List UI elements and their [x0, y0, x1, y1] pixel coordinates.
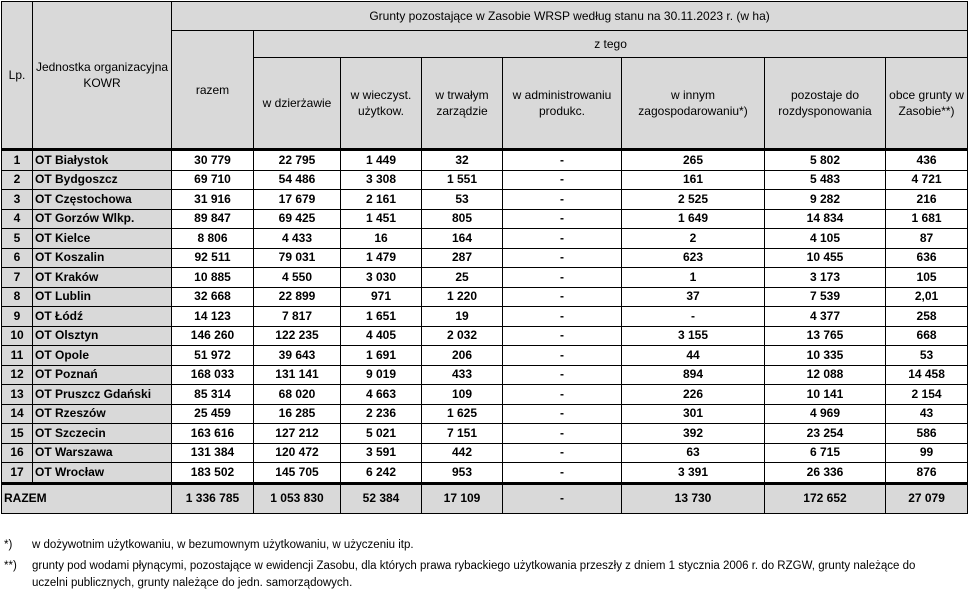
footnote — [4, 558, 952, 592]
table-body — [2, 150, 968, 514]
row-number: 14 — [2, 404, 33, 424]
header-col: obce grunty w Zasobie**) — [886, 58, 968, 150]
value-cell: 122 235 — [254, 326, 341, 346]
value-cell: 3 308 — [341, 170, 422, 190]
table-row — [2, 150, 968, 171]
value-cell: 44 — [622, 346, 765, 366]
value-cell: 3 591 — [341, 443, 422, 463]
value-cell: 17 679 — [254, 190, 341, 210]
value-cell: 14 834 — [765, 209, 886, 229]
value-cell: 2 236 — [341, 404, 422, 424]
unit-name: OT Kielce — [33, 229, 172, 249]
unit-name: OT Olsztyn — [33, 326, 172, 346]
value-cell: 131 141 — [254, 365, 341, 385]
value-cell: 183 502 — [172, 463, 254, 484]
value-cell: 2 032 — [422, 326, 503, 346]
value-cell: 1 220 — [422, 287, 503, 307]
table-row — [2, 385, 968, 405]
value-cell: 10 335 — [765, 346, 886, 366]
value-cell: - — [503, 209, 622, 229]
value-cell: - — [503, 268, 622, 288]
value-cell: - — [503, 170, 622, 190]
table-row — [2, 463, 968, 484]
unit-name: OT Pruszcz Gdański — [33, 385, 172, 405]
value-cell: 69 710 — [172, 170, 254, 190]
value-cell: 23 254 — [765, 424, 886, 444]
value-cell: 14 458 — [886, 365, 968, 385]
value-cell: 5 802 — [765, 150, 886, 171]
value-cell: - — [503, 326, 622, 346]
value-cell: 392 — [622, 424, 765, 444]
value-cell: 92 511 — [172, 248, 254, 268]
value-cell: 43 — [886, 404, 968, 424]
value-cell: 9 282 — [765, 190, 886, 210]
table-row — [2, 346, 968, 366]
value-cell: 1 479 — [341, 248, 422, 268]
row-number: 13 — [2, 385, 33, 405]
value-cell: 31 916 — [172, 190, 254, 210]
table-row — [2, 268, 968, 288]
value-cell: 53 — [422, 190, 503, 210]
footnote — [4, 537, 952, 554]
value-cell: 22 795 — [254, 150, 341, 171]
table-row — [2, 307, 968, 327]
unit-name: OT Łódź — [33, 307, 172, 327]
header-unit: Jednostka organizacyjna KOWR — [33, 2, 172, 150]
value-cell: 668 — [886, 326, 968, 346]
value-cell: 26 336 — [765, 463, 886, 484]
footnote-text: grunty pod wodami płynącymi, pozostające w ewidencji Zasobu, dla których prawa rybackiego użytkowania przeszły z dniem 1 stycznia 2006 r. do RZGW, grunty należące do uczelni publicznych, grunty należące do jedn. samorządowych. — [32, 560, 916, 589]
value-cell: 16 285 — [254, 404, 341, 424]
total-label: RAZEM — [2, 483, 172, 513]
footnote-text: w dożywotnim użytkowaniu, w bezumownym użytkowaniu, w użyczeniu itp. — [32, 539, 414, 551]
value-cell: 1 551 — [422, 170, 503, 190]
value-cell: 7 151 — [422, 424, 503, 444]
value-cell: 4 663 — [341, 385, 422, 405]
value-cell: 19 — [422, 307, 503, 327]
value-cell: 109 — [422, 385, 503, 405]
value-cell: 586 — [886, 424, 968, 444]
value-cell: 79 031 — [254, 248, 341, 268]
value-cell: 3 155 — [622, 326, 765, 346]
unit-name: OT Białystok — [33, 150, 172, 171]
total-value: - — [503, 483, 622, 513]
value-cell: 131 384 — [172, 443, 254, 463]
value-cell: 2 154 — [886, 385, 968, 405]
value-cell: 442 — [422, 443, 503, 463]
value-cell: - — [622, 307, 765, 327]
row-number: 6 — [2, 248, 33, 268]
table-row — [2, 443, 968, 463]
value-cell: 37 — [622, 287, 765, 307]
header-col: w trwałym zarządzie — [422, 58, 503, 150]
value-cell: 145 705 — [254, 463, 341, 484]
row-number: 16 — [2, 443, 33, 463]
value-cell: 168 033 — [172, 365, 254, 385]
value-cell: 3 391 — [622, 463, 765, 484]
table-row — [2, 248, 968, 268]
row-number: 3 — [2, 190, 33, 210]
total-value: 1 053 830 — [254, 483, 341, 513]
row-number: 1 — [2, 150, 33, 171]
value-cell: 16 — [341, 229, 422, 249]
row-number: 10 — [2, 326, 33, 346]
table-row — [2, 229, 968, 249]
value-cell: 25 — [422, 268, 503, 288]
footnote-mark: *) — [4, 539, 13, 551]
value-cell: - — [503, 443, 622, 463]
unit-name: OT Lublin — [33, 287, 172, 307]
row-number: 11 — [2, 346, 33, 366]
value-cell: 105 — [886, 268, 968, 288]
value-cell: 206 — [422, 346, 503, 366]
value-cell: 2 525 — [622, 190, 765, 210]
value-cell: 265 — [622, 150, 765, 171]
table-row — [2, 404, 968, 424]
value-cell: 4 105 — [765, 229, 886, 249]
header-col: pozostaje do rozdysponowania — [765, 58, 886, 150]
value-cell: - — [503, 424, 622, 444]
header-lp: Lp. — [2, 2, 33, 150]
value-cell: 5 483 — [765, 170, 886, 190]
value-cell: 876 — [886, 463, 968, 484]
value-cell: 8 806 — [172, 229, 254, 249]
value-cell: 22 899 — [254, 287, 341, 307]
unit-name: OT Gorzów Wlkp. — [33, 209, 172, 229]
value-cell: 13 765 — [765, 326, 886, 346]
value-cell: 163 616 — [172, 424, 254, 444]
value-cell: 287 — [422, 248, 503, 268]
value-cell: 25 459 — [172, 404, 254, 424]
value-cell: 85 314 — [172, 385, 254, 405]
total-value: 1 336 785 — [172, 483, 254, 513]
value-cell: - — [503, 463, 622, 484]
unit-name: OT Koszalin — [33, 248, 172, 268]
header-col: w administrowaniu produkc. — [503, 58, 622, 150]
table-row — [2, 424, 968, 444]
value-cell: 433 — [422, 365, 503, 385]
value-cell: 4 405 — [341, 326, 422, 346]
row-number: 15 — [2, 424, 33, 444]
unit-name: OT Bydgoszcz — [33, 170, 172, 190]
value-cell: 4 550 — [254, 268, 341, 288]
row-number: 4 — [2, 209, 33, 229]
value-cell: 10 455 — [765, 248, 886, 268]
table-row — [2, 170, 968, 190]
value-cell: - — [503, 287, 622, 307]
value-cell: 51 972 — [172, 346, 254, 366]
value-cell: 4 433 — [254, 229, 341, 249]
total-value: 172 652 — [765, 483, 886, 513]
value-cell: 164 — [422, 229, 503, 249]
unit-name: OT Wrocław — [33, 463, 172, 484]
header-razem: razem — [172, 31, 254, 150]
unit-name: OT Warszawa — [33, 443, 172, 463]
value-cell: - — [503, 248, 622, 268]
value-cell: 1 651 — [341, 307, 422, 327]
value-cell: - — [503, 346, 622, 366]
footnotes — [4, 537, 952, 596]
value-cell: 32 668 — [172, 287, 254, 307]
table-row — [2, 365, 968, 385]
footnote-mark: **) — [4, 560, 17, 572]
value-cell: - — [503, 404, 622, 424]
row-number: 7 — [2, 268, 33, 288]
value-cell: 6 715 — [765, 443, 886, 463]
value-cell: 10 141 — [765, 385, 886, 405]
total-value: 52 384 — [341, 483, 422, 513]
table-row — [2, 287, 968, 307]
value-cell: 4 969 — [765, 404, 886, 424]
unit-name: OT Szczecin — [33, 424, 172, 444]
land-stock-table — [1, 1, 968, 514]
value-cell: 12 088 — [765, 365, 886, 385]
value-cell: 1 625 — [422, 404, 503, 424]
value-cell: 6 242 — [341, 463, 422, 484]
row-number: 8 — [2, 287, 33, 307]
table-title: Grunty pozostające w Zasobie WRSP według stanu na 30.11.2023 r. (w ha) — [172, 2, 968, 31]
value-cell: 87 — [886, 229, 968, 249]
value-cell: 54 486 — [254, 170, 341, 190]
value-cell: 971 — [341, 287, 422, 307]
value-cell: - — [503, 190, 622, 210]
value-cell: 53 — [886, 346, 968, 366]
value-cell: 226 — [622, 385, 765, 405]
value-cell: 258 — [886, 307, 968, 327]
value-cell: 63 — [622, 443, 765, 463]
value-cell: 2,01 — [886, 287, 968, 307]
value-cell: 623 — [622, 248, 765, 268]
value-cell: 161 — [622, 170, 765, 190]
value-cell: 216 — [886, 190, 968, 210]
table-row — [2, 190, 968, 210]
value-cell: - — [503, 150, 622, 171]
value-cell: 30 779 — [172, 150, 254, 171]
value-cell: 2 — [622, 229, 765, 249]
value-cell: 4 377 — [765, 307, 886, 327]
row-number: 2 — [2, 170, 33, 190]
value-cell: 805 — [422, 209, 503, 229]
value-cell: 1 449 — [341, 150, 422, 171]
value-cell: 953 — [422, 463, 503, 484]
value-cell: 1 451 — [341, 209, 422, 229]
total-row — [2, 483, 968, 513]
value-cell: 127 212 — [254, 424, 341, 444]
value-cell: 39 643 — [254, 346, 341, 366]
header-z-tego: z tego — [254, 31, 968, 58]
value-cell: 120 472 — [254, 443, 341, 463]
row-number: 9 — [2, 307, 33, 327]
total-value: 17 109 — [422, 483, 503, 513]
row-number: 17 — [2, 463, 33, 484]
value-cell: 3 173 — [765, 268, 886, 288]
value-cell: 89 847 — [172, 209, 254, 229]
value-cell: 2 161 — [341, 190, 422, 210]
value-cell: 1 649 — [622, 209, 765, 229]
unit-name: OT Kraków — [33, 268, 172, 288]
value-cell: 301 — [622, 404, 765, 424]
value-cell: 5 021 — [341, 424, 422, 444]
value-cell: - — [503, 365, 622, 385]
value-cell: 99 — [886, 443, 968, 463]
header-col: w wieczyst. użytkow. — [341, 58, 422, 150]
header-col: w innym zagospodarowaniu*) — [622, 58, 765, 150]
value-cell: 436 — [886, 150, 968, 171]
unit-name: OT Częstochowa — [33, 190, 172, 210]
value-cell: - — [503, 385, 622, 405]
value-cell: 7 817 — [254, 307, 341, 327]
unit-name: OT Opole — [33, 346, 172, 366]
value-cell: 10 885 — [172, 268, 254, 288]
table-row — [2, 209, 968, 229]
value-cell: - — [503, 307, 622, 327]
value-cell: 4 721 — [886, 170, 968, 190]
value-cell: 894 — [622, 365, 765, 385]
value-cell: 1 691 — [341, 346, 422, 366]
unit-name: OT Rzeszów — [33, 404, 172, 424]
row-number: 12 — [2, 365, 33, 385]
value-cell: 32 — [422, 150, 503, 171]
value-cell: 3 030 — [341, 268, 422, 288]
value-cell: 636 — [886, 248, 968, 268]
value-cell: 9 019 — [341, 365, 422, 385]
value-cell: 146 260 — [172, 326, 254, 346]
unit-name: OT Poznań — [33, 365, 172, 385]
value-cell: 14 123 — [172, 307, 254, 327]
value-cell: 7 539 — [765, 287, 886, 307]
total-value: 13 730 — [622, 483, 765, 513]
value-cell: - — [503, 229, 622, 249]
row-number: 5 — [2, 229, 33, 249]
header-col: w dzierżawie — [254, 58, 341, 150]
value-cell: 1 681 — [886, 209, 968, 229]
value-cell: 1 — [622, 268, 765, 288]
total-value: 27 079 — [886, 483, 968, 513]
table-row — [2, 326, 968, 346]
value-cell: 69 425 — [254, 209, 341, 229]
value-cell: 68 020 — [254, 385, 341, 405]
